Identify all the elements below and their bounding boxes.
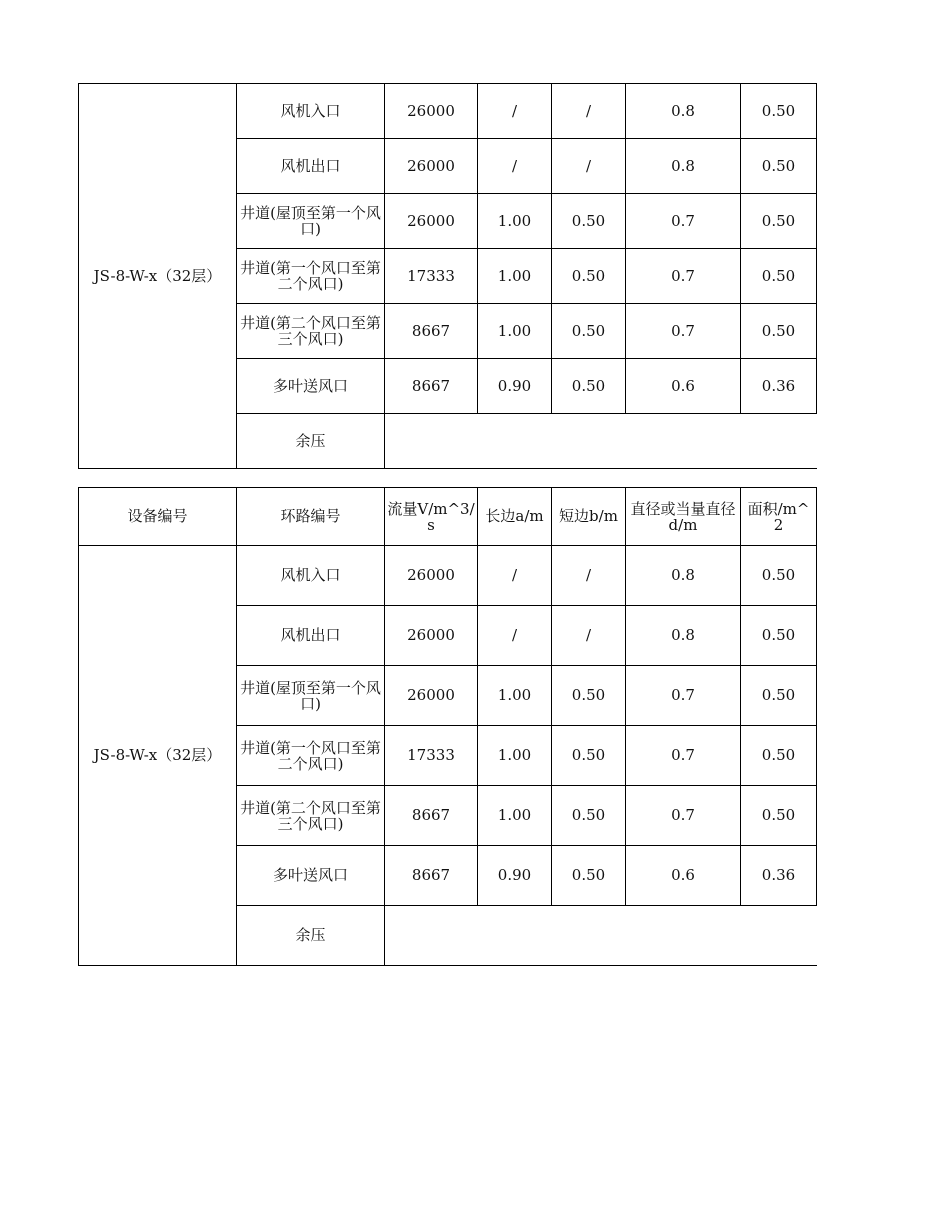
diameter-cell[interactable]: 0.7 — [626, 194, 741, 249]
long-side-cell[interactable]: 1.00 — [478, 666, 552, 726]
short-side-cell[interactable]: 0.50 — [552, 666, 626, 726]
area-cell[interactable]: 0.50 — [741, 546, 817, 606]
diameter-cell[interactable]: 0.7 — [626, 786, 741, 846]
loop-cell[interactable]: 井道(屋顶至第一个风口) — [237, 194, 385, 249]
flow-cell[interactable]: 17333 — [385, 726, 478, 786]
flow-cell[interactable]: 8667 — [385, 304, 478, 359]
short-side-cell[interactable]: / — [552, 139, 626, 194]
residual-pressure-value[interactable] — [385, 906, 817, 966]
long-side-cell[interactable]: 1.00 — [478, 726, 552, 786]
flow-cell[interactable]: 26000 — [385, 606, 478, 666]
short-side-cell[interactable]: / — [552, 606, 626, 666]
area-cell[interactable]: 0.50 — [741, 666, 817, 726]
flow-cell[interactable]: 17333 — [385, 249, 478, 304]
short-side-cell[interactable]: 0.50 — [552, 194, 626, 249]
long-side-cell[interactable]: / — [478, 546, 552, 606]
short-side-cell[interactable]: / — [552, 84, 626, 139]
area-cell[interactable]: 0.50 — [741, 786, 817, 846]
short-side-cell[interactable]: 0.50 — [552, 726, 626, 786]
loop-cell[interactable]: 井道(第二个风口至第三个风口) — [237, 786, 385, 846]
short-side-cell[interactable]: / — [552, 546, 626, 606]
flow-cell[interactable]: 8667 — [385, 359, 478, 414]
diameter-cell[interactable]: 0.7 — [626, 666, 741, 726]
long-side-cell[interactable]: / — [478, 84, 552, 139]
short-side-cell[interactable]: 0.50 — [552, 359, 626, 414]
loop-cell[interactable]: 多叶送风口 — [237, 359, 385, 414]
diameter-cell[interactable]: 0.8 — [626, 84, 741, 139]
flow-cell[interactable]: 26000 — [385, 84, 478, 139]
loop-cell[interactable]: 风机出口 — [237, 139, 385, 194]
loop-cell[interactable]: 多叶送风口 — [237, 846, 385, 906]
area-cell[interactable]: 0.50 — [741, 84, 817, 139]
long-side-cell[interactable]: 1.00 — [478, 304, 552, 359]
long-side-cell[interactable]: / — [478, 139, 552, 194]
short-side-cell[interactable]: 0.50 — [552, 249, 626, 304]
header-device-no[interactable]: 设备编号 — [79, 488, 237, 546]
diameter-cell[interactable]: 0.7 — [626, 249, 741, 304]
duct-calc-table-2 — [78, 487, 817, 966]
header-short-side[interactable]: 短边b/m — [552, 488, 626, 546]
device-id-cell[interactable]: JS-8-W-x（32层） — [79, 84, 237, 469]
loop-cell[interactable]: 风机出口 — [237, 606, 385, 666]
flow-cell[interactable]: 8667 — [385, 846, 478, 906]
residual-pressure-label[interactable]: 余压 — [237, 414, 385, 469]
table-row — [79, 546, 817, 606]
long-side-cell[interactable]: 1.00 — [478, 249, 552, 304]
short-side-cell[interactable]: 0.50 — [552, 304, 626, 359]
flow-cell[interactable]: 26000 — [385, 666, 478, 726]
diameter-cell[interactable]: 0.7 — [626, 726, 741, 786]
diameter-cell[interactable]: 0.6 — [626, 359, 741, 414]
table-row — [79, 84, 817, 139]
area-cell[interactable]: 0.36 — [741, 846, 817, 906]
loop-cell[interactable]: 井道(屋顶至第一个风口) — [237, 666, 385, 726]
diameter-cell[interactable]: 0.6 — [626, 846, 741, 906]
area-cell[interactable]: 0.50 — [741, 304, 817, 359]
flow-cell[interactable]: 8667 — [385, 786, 478, 846]
header-long-side[interactable]: 长边a/m — [478, 488, 552, 546]
long-side-cell[interactable]: 0.90 — [478, 846, 552, 906]
long-side-cell[interactable]: 1.00 — [478, 194, 552, 249]
loop-cell[interactable]: 风机入口 — [237, 546, 385, 606]
area-cell[interactable]: 0.50 — [741, 249, 817, 304]
device-id-cell[interactable]: JS-8-W-x（32层） — [79, 546, 237, 966]
residual-pressure-value[interactable] — [385, 414, 817, 469]
long-side-cell[interactable]: 0.90 — [478, 359, 552, 414]
short-side-cell[interactable]: 0.50 — [552, 786, 626, 846]
header-loop-no[interactable]: 环路编号 — [237, 488, 385, 546]
diameter-cell[interactable]: 0.8 — [626, 606, 741, 666]
loop-cell[interactable]: 井道(第二个风口至第三个风口) — [237, 304, 385, 359]
diameter-cell[interactable]: 0.7 — [626, 304, 741, 359]
residual-pressure-label[interactable]: 余压 — [237, 906, 385, 966]
loop-cell[interactable]: 风机入口 — [237, 84, 385, 139]
flow-cell[interactable]: 26000 — [385, 139, 478, 194]
header-flow[interactable]: 流量V/m^3/s — [385, 488, 478, 546]
loop-cell[interactable]: 井道(第一个风口至第二个风口) — [237, 726, 385, 786]
header-diameter[interactable]: 直径或当量直径d/m — [626, 488, 741, 546]
long-side-cell[interactable]: 1.00 — [478, 786, 552, 846]
flow-cell[interactable]: 26000 — [385, 546, 478, 606]
area-cell[interactable]: 0.50 — [741, 606, 817, 666]
short-side-cell[interactable]: 0.50 — [552, 846, 626, 906]
area-cell[interactable]: 0.36 — [741, 359, 817, 414]
header-area[interactable]: 面积/m^2 — [741, 488, 817, 546]
diameter-cell[interactable]: 0.8 — [626, 546, 741, 606]
area-cell[interactable]: 0.50 — [741, 194, 817, 249]
diameter-cell[interactable]: 0.8 — [626, 139, 741, 194]
area-cell[interactable]: 0.50 — [741, 726, 817, 786]
flow-cell[interactable]: 26000 — [385, 194, 478, 249]
loop-cell[interactable]: 井道(第一个风口至第二个风口) — [237, 249, 385, 304]
area-cell[interactable]: 0.50 — [741, 139, 817, 194]
long-side-cell[interactable]: / — [478, 606, 552, 666]
header-row — [79, 488, 817, 546]
duct-calc-table-1 — [78, 83, 817, 469]
